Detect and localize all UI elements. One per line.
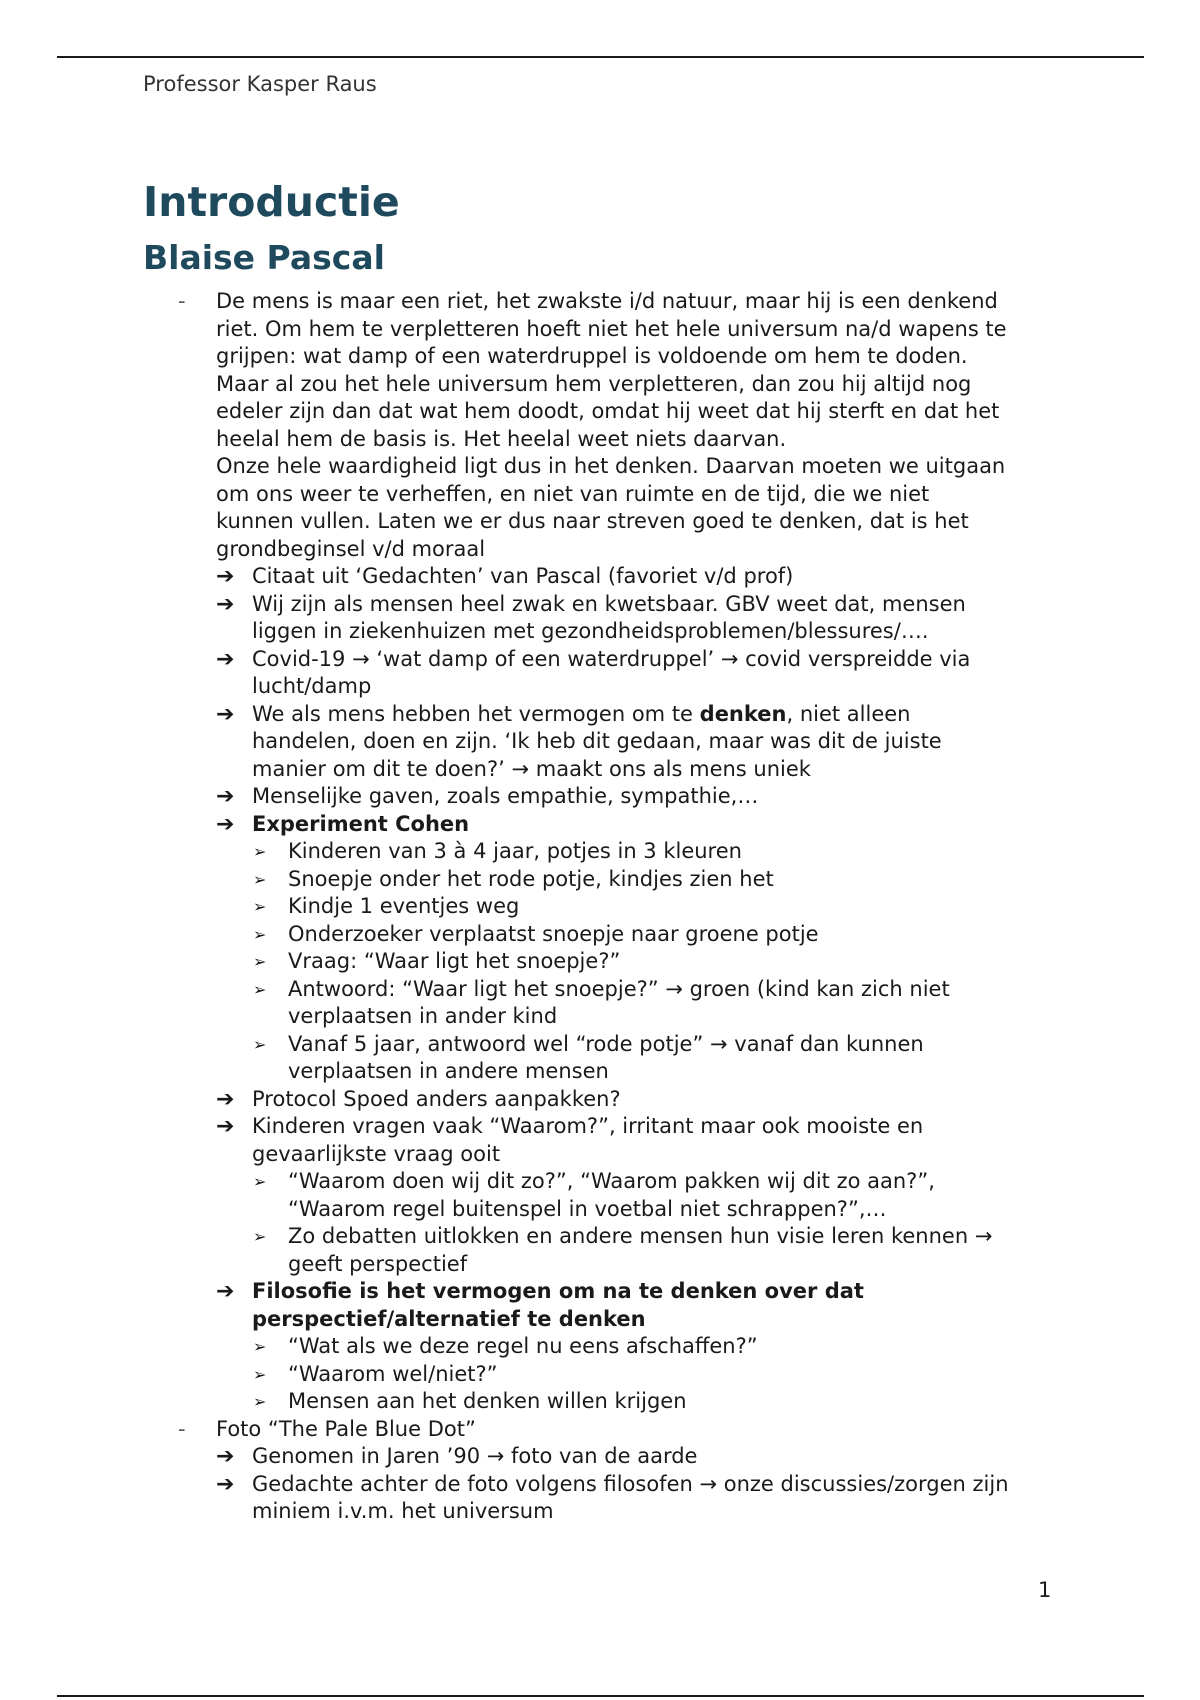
list-item-text: , niet alleen xyxy=(786,701,911,726)
list-item xyxy=(143,646,1073,674)
list-item-text: verplaatsen in andere mensen xyxy=(288,1059,609,1083)
list-item-continuation xyxy=(143,536,1073,564)
list-item-text: Wij zijn als mensen heel zwak en kwetsbaar. GBV weet dat, mensen xyxy=(252,591,966,616)
list-item xyxy=(143,1471,1073,1499)
arrow-icon: ➔ xyxy=(216,1444,235,1469)
sub-list-item xyxy=(143,838,1073,866)
sub-list-item-continuation xyxy=(143,1003,1073,1031)
sub-list-item-continuation xyxy=(143,1058,1073,1086)
document-body xyxy=(143,176,1073,1526)
list-item xyxy=(143,1416,1073,1444)
triangle-bullet-icon: ➢ xyxy=(253,897,267,916)
sub-list-item xyxy=(143,866,1073,894)
arrow-icon: ➔ xyxy=(216,701,235,727)
list-item-text: Menselijke gaven, zoals empathie, sympathie,… xyxy=(252,784,759,808)
list-item-text: Citaat uit ‘Gedachten’ van Pascal (favoriet v/d prof) xyxy=(252,564,794,588)
list-item-text: “Waarom regel buitenspel in voetbal niet schrappen?”,… xyxy=(288,1196,887,1221)
dash-marker: - xyxy=(178,1416,186,1441)
list-item-continuation xyxy=(143,1498,1073,1526)
list-item-text: miniem i.v.m. het universum xyxy=(252,1499,554,1523)
list-item-text: edeler zijn dan dat wat hem doodt, omdat hij weet dat hij sterft en dat het xyxy=(216,399,1000,423)
list-item-continuation xyxy=(143,316,1073,344)
list-item-text: Filosofie is het vermogen om na te denken over dat xyxy=(252,1279,864,1303)
list-item-text: Covid-19 → ‘wat damp of een waterdruppel’ → covid verspreidde via xyxy=(252,646,971,671)
arrow-icon: ➔ xyxy=(216,564,235,589)
list-item-text: “Waarom wel/niet?” xyxy=(288,1361,498,1386)
sub-list-item xyxy=(143,976,1073,1004)
list-item-continuation xyxy=(143,481,1073,509)
arrow-icon: ➔ xyxy=(216,784,235,809)
list-item xyxy=(143,1086,1073,1114)
page-title: Introductie xyxy=(143,178,400,226)
list-item xyxy=(143,563,1073,591)
list-item-text: Kindje 1 eventjes weg xyxy=(288,894,520,918)
triangle-bullet-icon: ➢ xyxy=(253,1364,267,1384)
sub-list-item xyxy=(143,1223,1073,1251)
triangle-bullet-icon: ➢ xyxy=(253,1227,267,1246)
list-item xyxy=(143,1443,1073,1471)
list-item-text: We als mens hebben het vermogen om te xyxy=(252,701,700,726)
list-item-text: Kinderen vragen vaak “Waarom?”, irritant maar ook mooiste en xyxy=(252,1114,924,1138)
list-item-text: Foto “The Pale Blue Dot” xyxy=(216,1416,476,1441)
list-item-text: Maar al zou het hele universum hem verpletteren, dan zou hij altijd nog xyxy=(216,371,972,396)
list-item-text: riet. Om hem te verpletteren hoeft niet het hele universum na/d wapens te xyxy=(216,316,1007,341)
list-item-continuation xyxy=(143,728,1073,756)
sub-list-item xyxy=(143,948,1073,976)
list-item-text: heelal hem de basis is. Het heelal weet niets daarvan. xyxy=(216,426,787,451)
list-item-text: Vraag: “Waar ligt het snoepje?” xyxy=(288,949,621,973)
list-item xyxy=(143,701,1073,729)
list-item-text: geeft perspectief xyxy=(288,1251,468,1276)
arrow-icon: ➔ xyxy=(216,1279,235,1304)
list-item xyxy=(143,783,1073,811)
list-item-text: Vanaf 5 jaar, antwoord wel “rode potje” → vanaf dan kunnen xyxy=(288,1031,924,1056)
list-item-text: Zo debatten uitlokken en andere mensen hun visie leren kennen → xyxy=(288,1224,993,1248)
list-item xyxy=(143,1278,1073,1306)
list-item-text: gevaarlijkste vraag ooit xyxy=(252,1141,501,1166)
list-item-text: Kinderen van 3 à 4 jaar, potjes in 3 kleuren xyxy=(288,839,742,863)
list-item-text: Protocol Spoed anders aanpakken? xyxy=(252,1086,621,1111)
list-item-continuation xyxy=(143,343,1073,371)
list-item-text: Onze hele waardigheid ligt dus in het denken. Daarvan moeten we uitgaan xyxy=(216,454,1006,478)
top-rule xyxy=(57,56,1144,58)
triangle-bullet-icon: ➢ xyxy=(253,842,267,861)
list-item-text: Experiment Cohen xyxy=(252,811,470,836)
sub-list-item xyxy=(143,921,1073,949)
triangle-bullet-icon: ➢ xyxy=(253,952,267,971)
list-item xyxy=(143,591,1073,619)
bottom-rule xyxy=(57,1695,1144,1697)
list-item-continuation xyxy=(143,1141,1073,1169)
list-item-text: Genomen in Jaren ’90 → foto van de aarde xyxy=(252,1444,698,1468)
list-item-text: liggen in ziekenhuizen met gezondheidsproblemen/blessures/…. xyxy=(252,619,929,643)
list-item-continuation xyxy=(143,756,1073,784)
list-item-text: handelen, doen en zijn. ‘Ik heb dit gedaan, maar was dit de juiste xyxy=(252,729,942,753)
list-item-text: Mensen aan het denken willen krijgen xyxy=(288,1389,687,1413)
list-item-continuation xyxy=(143,673,1073,701)
page-header-author: Professor Kasper Raus xyxy=(143,72,377,96)
list-item-text: verplaatsen in ander kind xyxy=(288,1004,558,1028)
list-item-continuation xyxy=(143,508,1073,536)
triangle-bullet-icon: ➢ xyxy=(253,1034,267,1054)
arrow-icon: ➔ xyxy=(216,591,235,617)
arrow-icon: ➔ xyxy=(216,1086,235,1112)
list-item-text: perspectief/alternatief te denken xyxy=(252,1306,646,1331)
section-heading: Blaise Pascal xyxy=(143,238,385,277)
arrow-icon: ➔ xyxy=(216,646,235,672)
triangle-bullet-icon: ➢ xyxy=(253,869,267,889)
list-item-continuation xyxy=(143,618,1073,646)
sub-list-item-continuation xyxy=(143,1196,1073,1224)
list-item-text: De mens is maar een riet, het zwakste i/d natuur, maar hij is een denkend xyxy=(216,289,998,313)
sub-list-item xyxy=(143,893,1073,921)
sub-list-item xyxy=(143,1361,1073,1389)
list-item-text: lucht/damp xyxy=(252,674,372,698)
list-item-continuation xyxy=(143,453,1073,481)
list-item-text: Antwoord: “Waar ligt het snoepje?” → groen (kind kan zich niet xyxy=(288,976,950,1001)
list-item-text: grondbeginsel v/d moraal xyxy=(216,536,486,561)
triangle-bullet-icon: ➢ xyxy=(253,979,267,999)
sub-list-item xyxy=(143,1168,1073,1196)
list-item xyxy=(143,811,1073,839)
list-item-text: om ons weer te verheffen, en niet van ruimte en de tijd, die we niet xyxy=(216,481,930,506)
triangle-bullet-icon: ➢ xyxy=(253,1392,267,1411)
list-item xyxy=(143,1113,1073,1141)
bullet-list xyxy=(143,288,1073,1526)
list-item-text: kunnen vullen. Laten we er dus naar streven goed te denken, dat is het xyxy=(216,509,969,533)
list-item-text: Gedachte achter de foto volgens filosofen → onze discussies/zorgen zijn xyxy=(252,1471,1009,1496)
triangle-bullet-icon: ➢ xyxy=(253,924,267,944)
list-item-text: Onderzoeker verplaatst snoepje naar groene potje xyxy=(288,921,819,946)
arrow-icon: ➔ xyxy=(216,811,235,837)
list-item-continuation xyxy=(143,398,1073,426)
arrow-icon: ➔ xyxy=(216,1471,235,1497)
sub-list-item xyxy=(143,1333,1073,1361)
triangle-bullet-icon: ➢ xyxy=(253,1337,267,1356)
emphasis-text: denken xyxy=(699,701,787,726)
sub-list-item-continuation xyxy=(143,1251,1073,1279)
triangle-bullet-icon: ➢ xyxy=(253,1172,267,1191)
sub-list-item xyxy=(143,1031,1073,1059)
list-item-text: grijpen: wat damp of een waterdruppel is voldoende om hem te doden. xyxy=(216,344,968,368)
list-item-continuation xyxy=(143,371,1073,399)
list-item-text: manier om dit te doen?’ → maakt ons als mens uniek xyxy=(252,756,811,781)
list-item-continuation xyxy=(143,426,1073,454)
list-item-text: Snoepje onder het rode potje, kindjes zien het xyxy=(288,866,774,891)
list-item xyxy=(143,288,1073,316)
list-item-text: “Wat als we deze regel nu eens afschaffen?” xyxy=(288,1334,758,1358)
sub-list-item xyxy=(143,1388,1073,1416)
arrow-icon: ➔ xyxy=(216,1114,235,1139)
list-item-continuation xyxy=(143,1306,1073,1334)
dash-marker: - xyxy=(178,289,186,313)
page-number: 1 xyxy=(1038,1578,1052,1602)
list-item-text: “Waarom doen wij dit zo?”, “Waarom pakken wij dit zo aan?”, xyxy=(288,1169,935,1193)
